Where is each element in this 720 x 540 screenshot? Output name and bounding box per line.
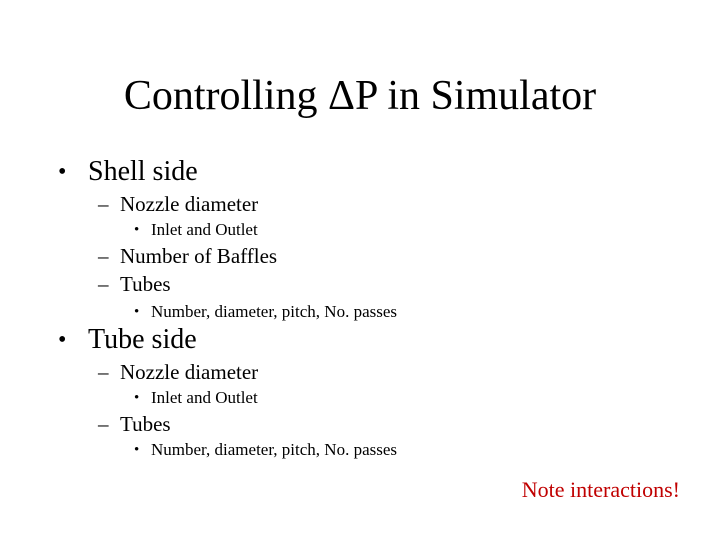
detail-text: Inlet and Outlet — [151, 388, 258, 407]
sub-bullet-text: Nozzle diameter — [120, 192, 259, 216]
note-interactions: Note interactions! — [521, 477, 680, 502]
sub-bullet-marker: – — [98, 412, 109, 436]
sub-bullet-marker: – — [98, 244, 109, 268]
sub-bullet-marker: – — [98, 272, 109, 296]
bullet-text: Tube side — [88, 324, 197, 355]
sub-bullet-text: Tubes — [120, 272, 171, 296]
bullet-marker: • — [58, 159, 67, 185]
sub-bullet-marker: – — [98, 360, 109, 384]
detail-marker: • — [134, 442, 140, 458]
detail-text: Number, diameter, pitch, No. passes — [151, 440, 398, 459]
detail-marker: • — [134, 222, 140, 238]
detail-marker: • — [134, 304, 140, 320]
sub-bullet-text: Tubes — [120, 412, 171, 436]
sub-bullet-marker: – — [98, 192, 109, 216]
sub-bullet-text: Number of Baffles — [120, 244, 278, 268]
sub-bullet-text: Nozzle diameter — [120, 360, 259, 384]
slide-title: Controlling ΔP in Simulator — [123, 73, 597, 119]
detail-marker: • — [134, 390, 140, 406]
bullet-marker: • — [58, 327, 67, 353]
detail-text: Inlet and Outlet — [151, 220, 258, 239]
bullet-text: Shell side — [88, 156, 198, 187]
detail-text: Number, diameter, pitch, No. passes — [151, 302, 398, 321]
